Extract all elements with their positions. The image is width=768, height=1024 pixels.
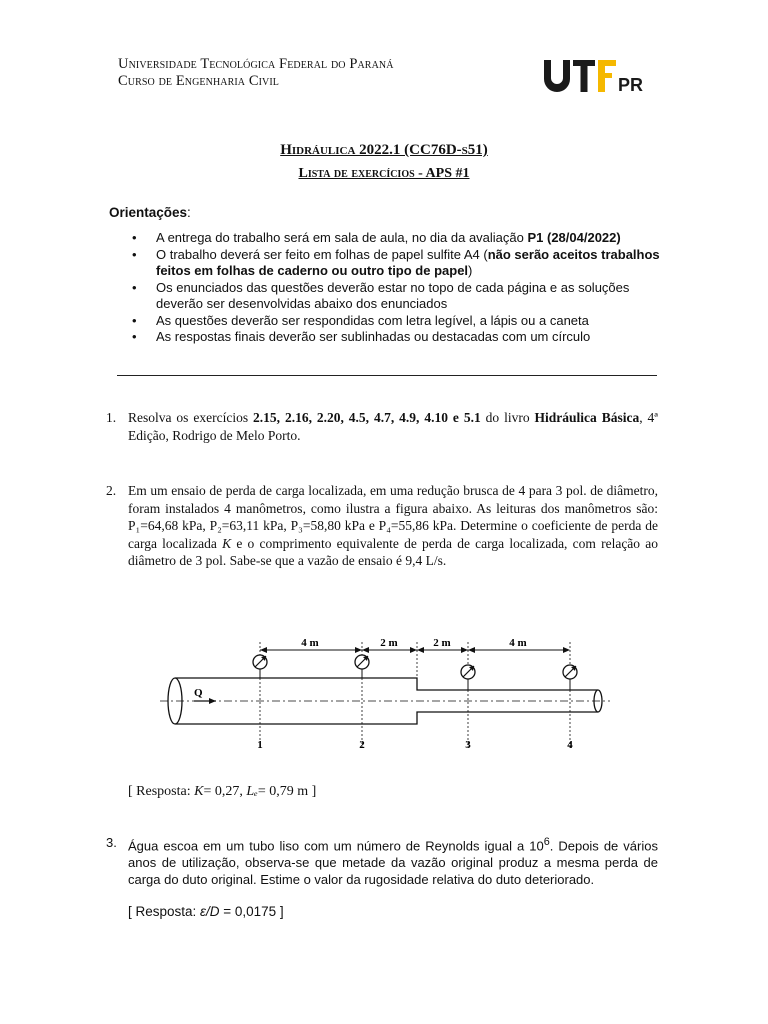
- dimension-label: 2 m: [433, 637, 451, 649]
- course-name: Curso de Engenharia Civil: [118, 73, 280, 89]
- answer-2: [ Resposta: K= 0,27, Lₑ= 0,79 m ]: [128, 784, 317, 799]
- manometer-icon: [563, 665, 577, 690]
- course-title: Hidráulica 2022.1 (CC76D-s51): [280, 142, 488, 158]
- question-number: 1.: [106, 410, 117, 425]
- list-title: Lista de exercícios - APS #1: [298, 166, 470, 181]
- answer-3: [ Resposta: ε/D = 0,0175 ]: [128, 904, 284, 919]
- question-number: 2.: [106, 483, 117, 498]
- question-number: 3.: [106, 835, 117, 850]
- list-item: • Os enunciados das questões deverão estar no topo de cada página e as soluções deverão ser desenvolvidas abaixo dos enunciados: [130, 280, 660, 313]
- point-label: 1: [257, 739, 263, 751]
- manometer-icon: [355, 655, 369, 678]
- institution-header: [118, 56, 394, 90]
- list-item: • O trabalho deverá ser feito em folhas de papel sulfite A4 (não serão aceitos trabalhos feitos em folhas de caderno ou outro tipo de papel): [130, 247, 660, 280]
- question-1: [106, 409, 658, 444]
- question-text: Água escoa em um tubo liso com um número de Reynolds igual a $10^6$. Depois de vários anos de utilização, observa-se que metade da vazão original produz a mesma perda de carga do duto original. Estime o valor da rugosidade relativa do duto deteriorado.: [128, 836, 658, 888]
- orientations-list: [130, 230, 660, 346]
- manometer-icon: [253, 655, 267, 678]
- dimension-label: 2 m: [380, 637, 398, 649]
- question-3: [106, 834, 658, 888]
- list-item: • As questões deverão ser respondidas com letra legível, a lápis ou a caneta: [130, 313, 660, 330]
- list-item: • A entrega do trabalho será em sala de aula, no dia da avaliação P1 (28/04/2022): [130, 230, 660, 247]
- pipe-reduction-figure: [150, 620, 620, 770]
- dimension-label: 4 m: [509, 637, 527, 649]
- question-text: Resolva os exercícios 2.15, 2.16, 2.20, 4.5, 4.7, 4.9, 4.10 e 5.1 do livro Hidráulica Básica, 4ª Edição, Rodrigo de Melo Porto.: [128, 410, 658, 443]
- flow-label: Q: [194, 687, 203, 699]
- point-label: 4: [567, 739, 573, 751]
- question-text: Em um ensaio de perda de carga localizada, em uma redução brusca de 4 para 3 pol. de diâmetro, foram instalados 4 manômetros, como ilustra a figura abaixo. As leituras dos manômetros são: P₁=64,68 kPa, P₂=63,11 kPa, P₃=58,80 kPa e P₄=55,86 kPa. Determine o coeficiente de perda de carga localizada K e o comprimento equivalente de perda de carga localizada, com relação ao diâmetro de 3 pol. Sabe-se que a vazão de ensaio é 9,4 L/s.: [128, 483, 658, 568]
- dimension-label: 4 m: [301, 637, 319, 649]
- utfpr-logo: [542, 56, 654, 94]
- university-name: Universidade Tecnológica Federal do Paraná: [118, 56, 394, 72]
- orientations-label: Orientações:: [109, 205, 191, 220]
- horizontal-divider: [117, 375, 657, 376]
- point-label: 2: [359, 739, 365, 751]
- question-2: [106, 482, 658, 570]
- list-item: • As respostas finais deverão ser sublinhadas ou destacadas com um círculo: [130, 329, 660, 346]
- point-label: 3: [465, 739, 471, 751]
- svg-text:PR: PR: [618, 75, 644, 94]
- manometer-icon: [461, 665, 475, 690]
